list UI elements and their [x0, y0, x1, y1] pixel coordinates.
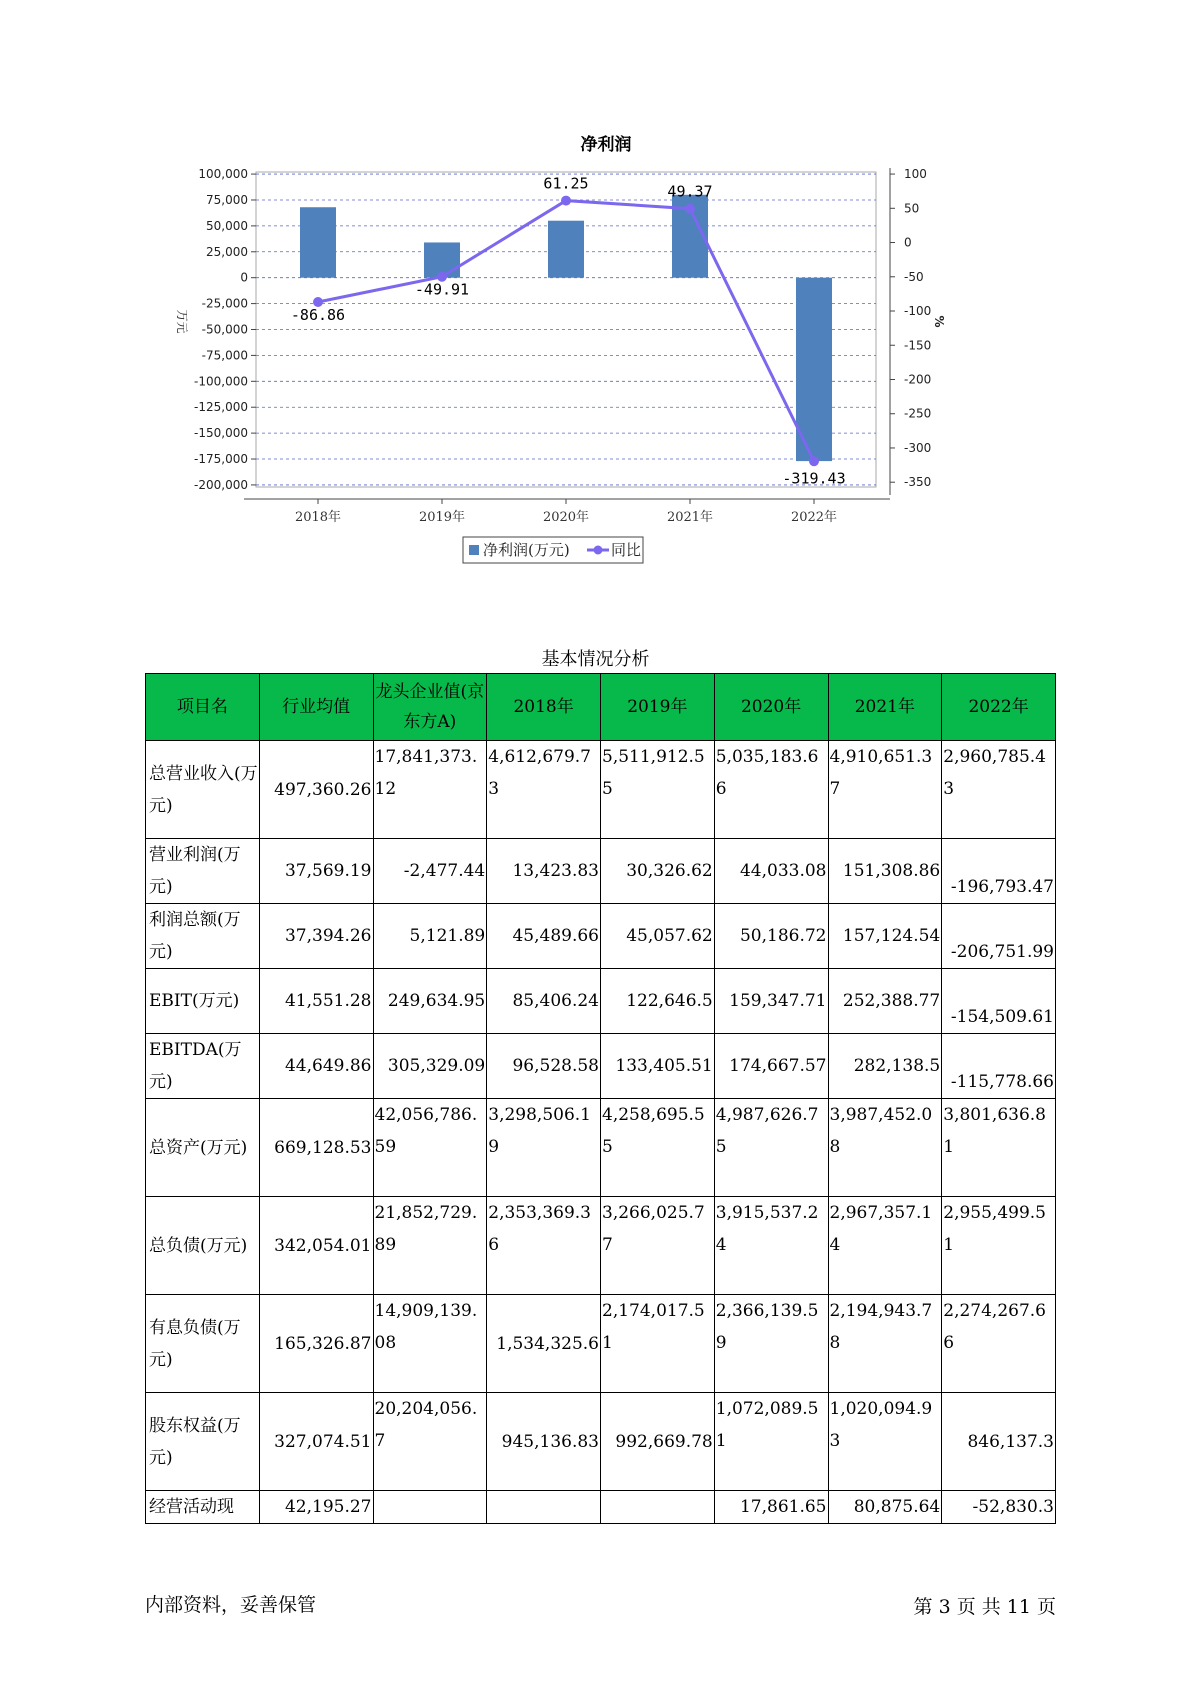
table-row	[146, 1099, 1056, 1197]
data-label: -49.91	[414, 280, 470, 299]
table-cell: 669,128.53	[259, 1099, 373, 1197]
table-cell	[373, 1491, 487, 1524]
bar	[300, 207, 336, 277]
y-tick-label: -150,000	[194, 426, 248, 441]
header-2018: 2018年	[487, 674, 601, 741]
y-tick-label: -75,000	[201, 348, 248, 363]
y-tick-label: 50,000	[206, 218, 248, 233]
y-tick-label: -50,000	[201, 322, 248, 337]
table-row	[146, 1034, 1056, 1099]
basic-analysis-table	[145, 673, 1056, 1524]
y2-tick-label: -150	[904, 338, 932, 353]
table-cell: 4,258,695.55	[601, 1099, 715, 1197]
table-cell: 13,423.83	[487, 839, 601, 904]
data-label: -319.43	[782, 469, 846, 488]
table-cell: 846,137.3	[942, 1393, 1056, 1491]
table-cell: 1,072,089.51	[714, 1393, 828, 1491]
table-cell: 3,915,537.24	[714, 1197, 828, 1295]
table-cell: 2,353,369.36	[487, 1197, 601, 1295]
header-item-name: 项目名	[146, 674, 260, 741]
table-cell: 37,394.26	[259, 904, 373, 969]
table-cell: 5,121.89	[373, 904, 487, 969]
table-cell: 44,033.08	[714, 839, 828, 904]
table-cell: 282,138.5	[828, 1034, 942, 1099]
header-2021: 2021年	[828, 674, 942, 741]
footer-page-number: 第 3 页 共 11 页	[913, 1596, 1056, 1618]
table-row	[146, 904, 1056, 969]
row-label: 总负债(万元)	[146, 1197, 260, 1295]
table-cell: 44,649.86	[259, 1034, 373, 1099]
table-cell: 165,326.87	[259, 1295, 373, 1393]
table-cell: 249,634.95	[373, 969, 487, 1034]
table-cell: 17,861.65	[714, 1491, 828, 1524]
table-row	[146, 839, 1056, 904]
data-label: 49.37	[667, 182, 713, 201]
table-cell: 1,534,325.6	[487, 1295, 601, 1393]
table-cell: 4,910,651.37	[828, 741, 942, 839]
row-label: 有息负债(万元)	[146, 1295, 260, 1393]
data-label: -86.86	[290, 306, 346, 325]
table-cell: 992,669.78	[601, 1393, 715, 1491]
y-axis-title: 万元	[175, 309, 189, 334]
table-cell: 945,136.83	[487, 1393, 601, 1491]
y-tick-label: -175,000	[194, 452, 248, 467]
table-cell: 2,967,357.14	[828, 1197, 942, 1295]
table-cell: -115,778.66	[942, 1034, 1056, 1099]
table-cell: 2,274,267.66	[942, 1295, 1056, 1393]
table-cell: 5,511,912.55	[601, 741, 715, 839]
header-2019: 2019年	[601, 674, 715, 741]
table-row	[146, 1197, 1056, 1295]
table-cell: 174,667.57	[714, 1034, 828, 1099]
table-cell: 37,569.19	[259, 839, 373, 904]
table-cell: 3,987,452.08	[828, 1099, 942, 1197]
table-cell: -206,751.99	[942, 904, 1056, 969]
chart-title: 净利润	[580, 135, 632, 155]
table-cell: 159,347.71	[714, 969, 828, 1034]
y-tick-label: 100,000	[198, 167, 248, 182]
y-tick-label: -100,000	[194, 374, 248, 389]
y2-tick-label: -300	[904, 440, 932, 455]
row-label: EBITDA(万元)	[146, 1034, 260, 1099]
y-tick-label: -25,000	[201, 296, 248, 311]
header-industry-avg: 行业均值	[259, 674, 373, 741]
table-cell: 151,308.86	[828, 839, 942, 904]
table-cell: 14,909,139.08	[373, 1295, 487, 1393]
table-row	[146, 1491, 1056, 1524]
table-row	[146, 741, 1056, 839]
y2-tick-label: 0	[904, 235, 912, 250]
table-cell	[601, 1491, 715, 1524]
row-label: 经营活动现	[146, 1491, 260, 1524]
table-row	[146, 1393, 1056, 1491]
table-cell: 252,388.77	[828, 969, 942, 1034]
data-label: 61.25	[543, 174, 589, 193]
table-cell: 133,405.51	[601, 1034, 715, 1099]
bar	[548, 221, 584, 278]
y2-tick-label: 50	[904, 201, 920, 216]
table-cell: 21,852,729.89	[373, 1197, 487, 1295]
table-cell: 4,612,679.73	[487, 741, 601, 839]
footer-confidential: 内部资料，妥善保管	[145, 1594, 317, 1616]
chart-canvas	[150, 130, 1050, 600]
table-caption: 基本情况分析	[541, 649, 650, 670]
table-cell: 45,489.66	[487, 904, 601, 969]
yoy-point	[809, 456, 819, 466]
y-tick-label: 25,000	[206, 244, 248, 259]
table-cell: 30,326.62	[601, 839, 715, 904]
table-cell: 45,057.62	[601, 904, 715, 969]
legend-bar-swatch	[469, 545, 479, 555]
y2-tick-label: -200	[904, 372, 932, 387]
table-cell: 2,960,785.43	[942, 741, 1056, 839]
y-tick-label: 75,000	[206, 192, 248, 207]
table-cell	[487, 1491, 601, 1524]
table-cell: 41,551.28	[259, 969, 373, 1034]
y2-tick-label: -50	[904, 269, 924, 284]
legend-line-marker	[594, 546, 603, 555]
table-cell: -154,509.61	[942, 969, 1056, 1034]
table-cell: 5,035,183.66	[714, 741, 828, 839]
table-cell: 96,528.58	[487, 1034, 601, 1099]
header-leader-value: 龙头企业值(京东方A)	[373, 674, 487, 741]
table-cell: 2,366,139.59	[714, 1295, 828, 1393]
row-label: EBIT(万元)	[146, 969, 260, 1034]
yoy-point	[685, 204, 695, 214]
net-profit-chart	[150, 130, 1050, 600]
table-row	[146, 1295, 1056, 1393]
table-cell: 2,194,943.78	[828, 1295, 942, 1393]
table-cell: -196,793.47	[942, 839, 1056, 904]
header-2022: 2022年	[942, 674, 1056, 741]
table-cell: 80,875.64	[828, 1491, 942, 1524]
table-cell: 342,054.01	[259, 1197, 373, 1295]
y-tick-label: 0	[240, 270, 248, 285]
x-tick-label: 2020年	[542, 510, 590, 525]
y-tick-label: -125,000	[194, 400, 248, 415]
table-cell: 497,360.26	[259, 741, 373, 839]
legend-label-net-profit: 净利润(万元)	[483, 541, 570, 559]
table-cell: 2,955,499.51	[942, 1197, 1056, 1295]
table-header-row	[146, 674, 1056, 741]
table-cell: 4,987,626.75	[714, 1099, 828, 1197]
row-label: 营业利润(万元)	[146, 839, 260, 904]
y2-tick-label: -250	[904, 406, 932, 421]
table-cell: 20,204,056.7	[373, 1393, 487, 1491]
x-tick-label: 2022年	[790, 510, 838, 525]
table-cell: 85,406.24	[487, 969, 601, 1034]
table-cell: 122,646.5	[601, 969, 715, 1034]
y-tick-label: -200,000	[194, 477, 248, 492]
table-cell: 50,186.72	[714, 904, 828, 969]
header-2020: 2020年	[714, 674, 828, 741]
table-cell: 42,195.27	[259, 1491, 373, 1524]
y2-tick-label: 100	[904, 167, 927, 182]
x-tick-label: 2018年	[294, 510, 342, 525]
table-cell: 2,174,017.51	[601, 1295, 715, 1393]
y2-tick-label: -100	[904, 304, 932, 319]
row-label: 总营业收入(万元)	[146, 741, 260, 839]
row-label: 股东权益(万元)	[146, 1393, 260, 1491]
table-cell: 3,298,506.19	[487, 1099, 601, 1197]
table-cell: 3,801,636.81	[942, 1099, 1056, 1197]
table-cell: -2,477.44	[373, 839, 487, 904]
table-cell: 305,329.09	[373, 1034, 487, 1099]
row-label: 利润总额(万元)	[146, 904, 260, 969]
yoy-point	[561, 196, 571, 206]
x-tick-label: 2019年	[418, 510, 466, 525]
table-cell: 327,074.51	[259, 1393, 373, 1491]
table-cell: 17,841,373.12	[373, 741, 487, 839]
row-label: 总资产(万元)	[146, 1099, 260, 1197]
legend-label-yoy: 同比	[611, 541, 642, 559]
table-cell: 157,124.54	[828, 904, 942, 969]
table-cell: 42,056,786.59	[373, 1099, 487, 1197]
table-cell: -52,830.3	[942, 1491, 1056, 1524]
table-row	[146, 969, 1056, 1034]
table-cell: 1,020,094.93	[828, 1393, 942, 1491]
x-tick-label: 2021年	[666, 510, 714, 525]
table-cell: 3,266,025.77	[601, 1197, 715, 1295]
y2-tick-label: -350	[904, 475, 932, 490]
y2-axis-title: %	[932, 315, 946, 328]
